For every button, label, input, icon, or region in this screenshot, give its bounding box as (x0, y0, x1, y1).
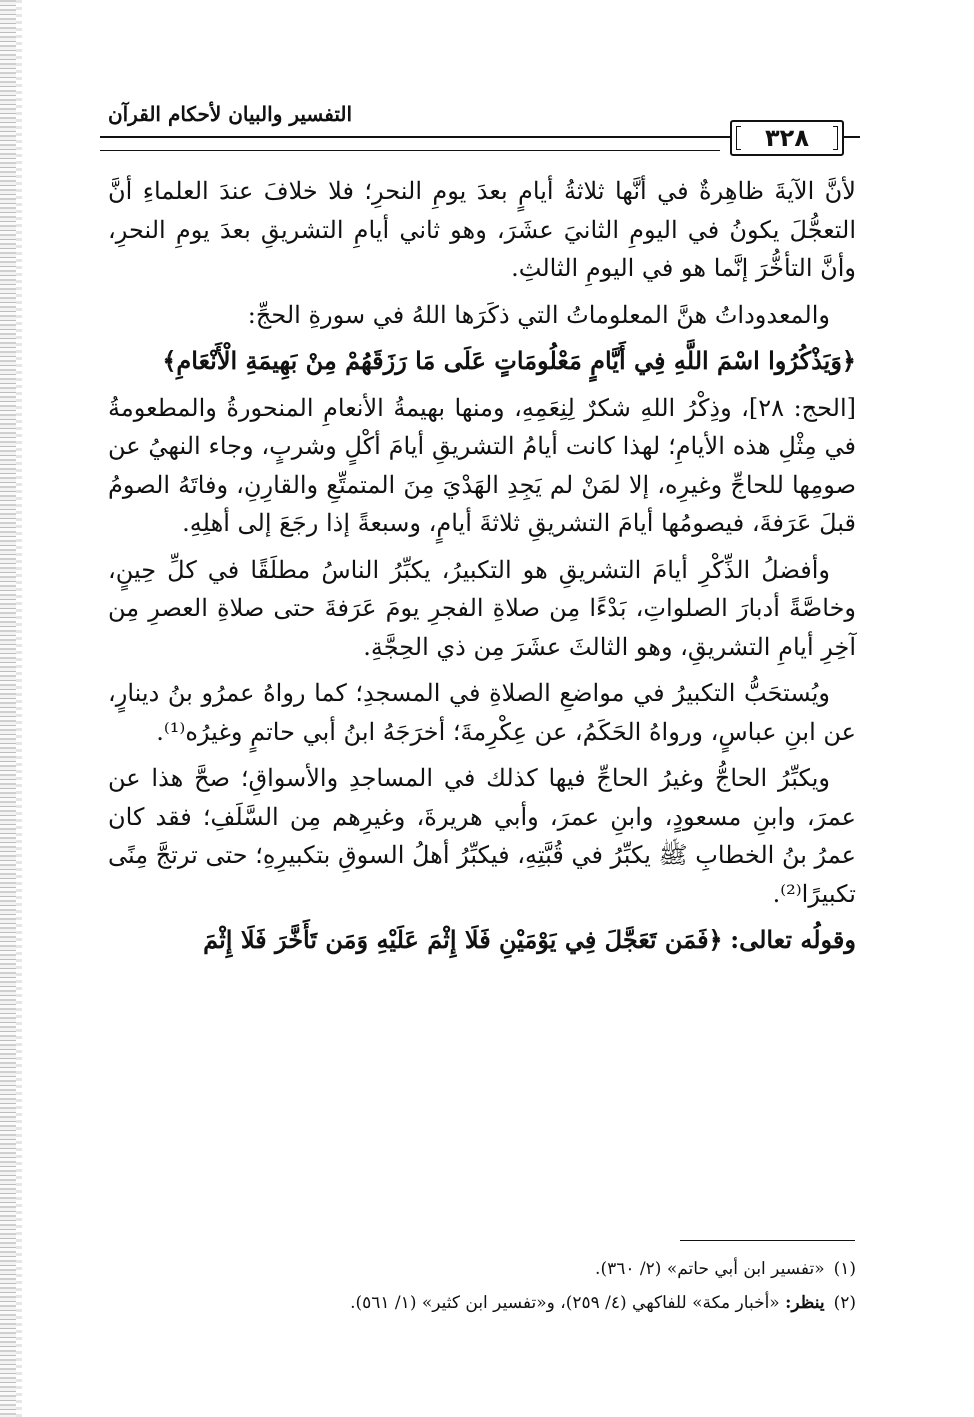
footnote-text: «تفسير ابن أبي حاتم» (٢/ ٣٦٠). (595, 1259, 825, 1279)
footnote-lead: ينظر: (785, 1293, 825, 1313)
paragraph: لأنَّ الآيةَ ظاهِرةٌ في أنَّها ثلاثةُ أيامٍ بعدَ يومِ النحرِ؛ فلا خلافَ عندَ العلماءِ أنَّ التعجُّلَ يكونُ في اليومِ الثانيَ عشَرَ، وهو ثاني أيامِ التشريقِ بعدَ يومِ النحرِ، وأنَّ التأخُّرَ إنَّما هو في اليومِ الثالثِ. (108, 177, 856, 282)
paragraph: [الحج: ٢٨]، وذِكْرُ اللهِ شكرٌ لِنِعَمِهِ، ومنها بهيمةُ الأنعامِ المنحورةُ والمطعومةُ في مِثْلِ هذه الأيامِ؛ لهذا كانت أيامُ التشريقِ أيامَ أكْلٍ وشربٍ، وجاء النهيُ عن صومِها للحاجِّ وغيرِه، إلا لمَنْ لم يَجِدِ الهَدْيَ مِنَ المتمتِّعِ والقارِنِ، وفاتَهُ الصومُ قبلَ عَرَفةَ، فيصومُها أيامَ التشريقِ ثلاثةَ أيامٍ، وسبعةً إذا رجَعَ إلى أهلِهِ. (108, 393, 856, 537)
main-text (108, 172, 856, 1212)
scan-edge-shadow (16, 0, 22, 1417)
page-number: ٣٢٨ (730, 120, 844, 156)
paragraph: ويكبِّرُ الحاجُّ وغيرُ الحاجِّ فيها كذلك في المساجدِ والأسواقِ؛ صحَّ هذا عن عمرَ، وابنِ مسعودٍ، وابنِ عمرَ، وأبي هريرةَ، وغيرِهم مِن السَّلَفِ؛ فقد كان عمرُ بنُ الخطابِ ﷺ يكبِّرُ في قُبَّتِهِ، فيكبِّرُ أهلُ السوقِ بتكبيرِهِ؛ حتى ترتجَّ مِنًى تكبيرًا⁽²⁾. (108, 764, 857, 908)
header-rule-bottom (100, 150, 720, 151)
closing-lead: وقولُه تعالى: (730, 925, 856, 954)
closing-verse-line (108, 921, 856, 960)
closing-verse: ﴿فَمَن تَعَجَّلَ فِي يَوْمَيْنِ فَلَا إِثْمَ عَلَيْهِ وَمَن تَأَخَّرَ فَلَا إِثْمَ (203, 925, 723, 954)
paragraph: والمعدوداتُ هنَّ المعلوماتُ التي ذكَرَها اللهُ في سورةِ الحجِّ: (247, 300, 830, 329)
footnote-2 (108, 1286, 856, 1320)
footnotes (108, 1252, 856, 1320)
footnote-separator (680, 1240, 855, 1241)
footnote-number: (١) (833, 1259, 856, 1279)
footnote-number: (٢) (833, 1293, 856, 1313)
footnote-1 (108, 1252, 856, 1286)
quran-verse: ﴿وَيَذْكُرُوا اسْمَ اللَّهِ فِي أَيَّامٍ مَعْلُومَاتٍ عَلَى مَا رَزَقَهُمْ مِنْ بَهِيمَةِ الْأَنْعَامِ﴾ (162, 346, 856, 375)
book-title: التفسير والبيان لأحكام القرآن (107, 102, 353, 126)
scan-edge-left (0, 0, 16, 1417)
paragraph: ويُستحَبُّ التكبيرُ في مواضعِ الصلاةِ في المسجدِ؛ كما رواهُ عمرُو بنُ دينارٍ، عن ابنِ عباسٍ، ورواهُ الحَكَمُ، عن عِكْرِمةَ؛ أخرَجَهُ ابنُ أبي حاتمٍ وغيرُه⁽¹⁾. (108, 679, 856, 746)
page-header (100, 98, 860, 160)
paragraph: وأفضلُ الذِّكْرِ أيامَ التشريقِ هو التكبيرُ، يكبِّرُ الناسُ مطلَقًا في كلِّ حِينٍ، وخاصَّةً أدبارَ الصلواتِ، بَدْءًا مِن صلاةِ الفجرِ يومَ عَرَفةَ حتى صلاةِ العصرِ مِن آخِرِ أيامِ التشريقِ، وهو الثالثَ عشَرَ مِن ذي الحِجَّةِ. (108, 555, 856, 661)
footnote-text: «أخبار مكة» للفاكهي (٤/ ٢٥٩)، و«تفسير ابن كثير» (١/ ٥٦١). (350, 1293, 780, 1313)
